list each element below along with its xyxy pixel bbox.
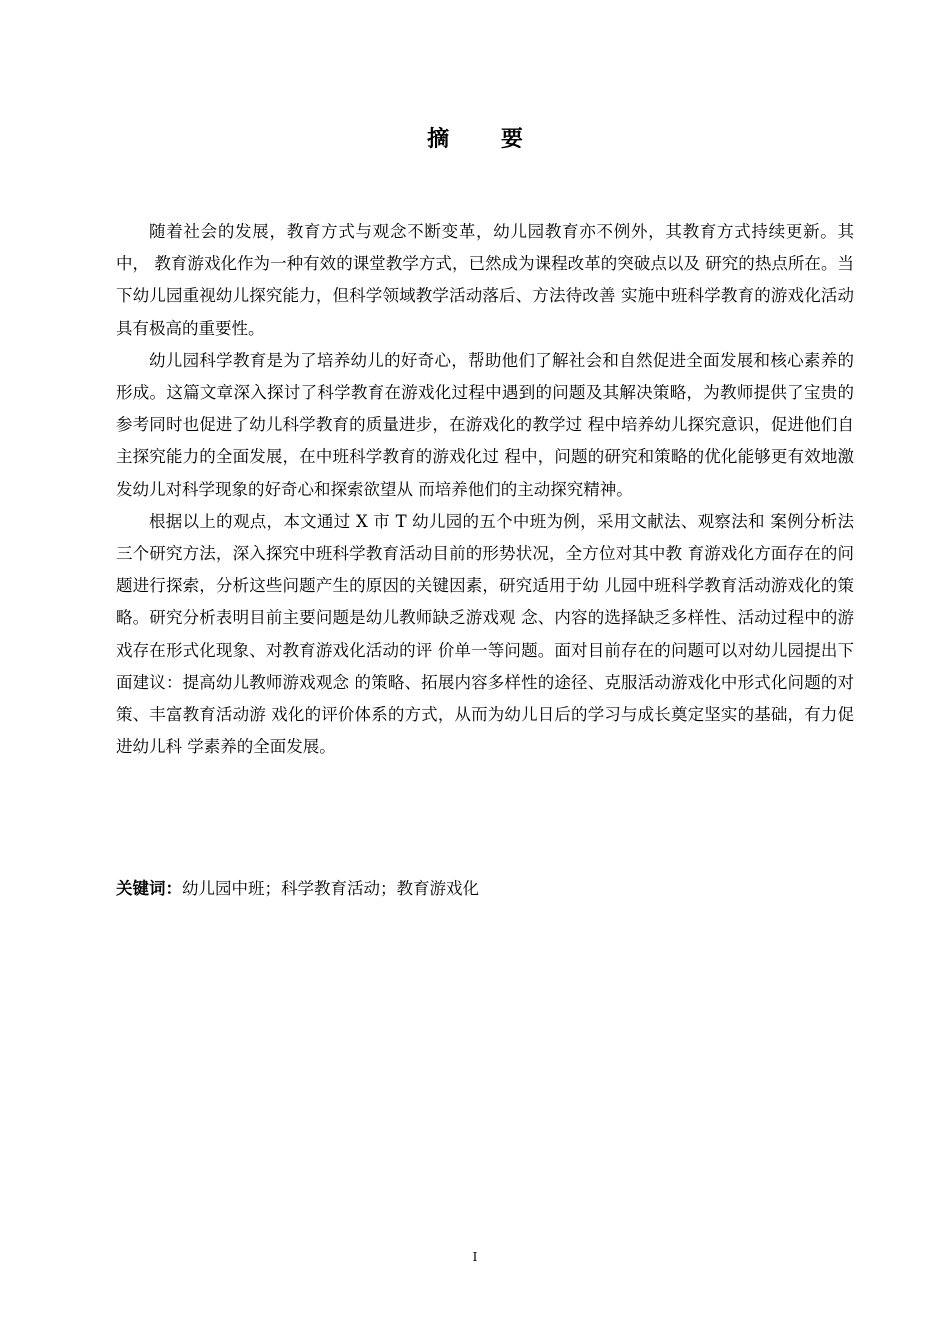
abstract-paragraph-2: 幼儿园科学教育是为了培养幼儿的好奇心，帮助他们了解社会和自然促进全面发展和核心素养的形成。这篇文章深入探讨了科学教育在游戏化过程中遇到的问题及其解决策略，为教师提供了宝贵的参考同时也促进了幼儿科学教育的质量进步，在游戏化的教学过 程中培养幼儿探究意识，促进他们自主探究能力的全面发展，在中班科学教育的游戏化过 程中，问题的研究和策略的优化能够更有效地激发幼儿对科学现象的好奇心和探索欲望从 而培养他们的主动探究精神。 xyxy=(116,350,854,499)
keywords-label: 关键词： xyxy=(116,879,182,898)
abstract-paragraph-1: 随着社会的发展，教育方式与观念不断变革，幼儿园教育亦不例外，其教育方式持续更新。其中， 教育游戏化作为一种有效的课堂教学方式，已然成为课程改革的突破点以及 研究的热点所在。当下幼儿园重视幼儿探究能力，但科学领域教学活动落后、方法待改善 实施中班科学教育的游戏化活动具有极高的重要性。 xyxy=(116,222,854,338)
abstract-paragraph-3: 根据以上的观点，本文通过 X 市 T 幼儿园的五个中班为例，采用文献法、观察法和 案例分析法三个研究方法，深入探究中班科学教育活动目前的形势状况，全方位对其中教 育游戏化方面存在的问题进行探索，分析这些问题产生的原因的关键因素，研究适用于幼 儿园中班科学教育活动游戏化的策略。研究分析表明目前主要问题是幼儿教师缺乏游戏观 念、内容的选择缺乏多样性、活动过程中的游戏存在形式化现象、对教育游戏化活动的评 价单一等问题。面对目前存在的问题可以对幼儿园提出下面建议：提高幼儿教师游戏观念 的策略、拓展内容多样性的途径、克服活动游戏化中形式化问题的对策、丰富教育活动游 戏化的评价体系的方式，从而为幼儿日后的学习与成长奠定坚实的基础，有力促进幼儿科 学素养的全面发展。 xyxy=(116,511,854,757)
page-number: I xyxy=(472,1250,478,1264)
keywords-text: 幼儿园中班；科学教育活动；教育游戏化 xyxy=(182,879,479,898)
abstract-body xyxy=(116,216,854,763)
keywords-line xyxy=(116,875,854,903)
page-title: 摘 要 xyxy=(427,126,545,152)
